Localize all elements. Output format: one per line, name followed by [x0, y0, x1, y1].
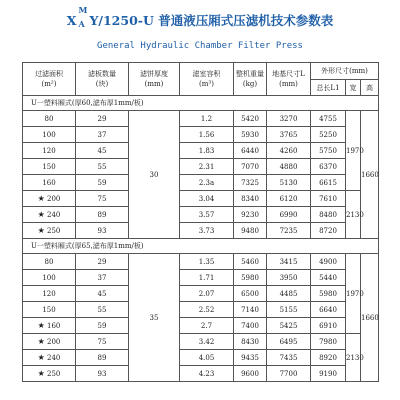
cell-length: 7610 — [311, 191, 346, 207]
cell-weight: 5420 — [234, 111, 267, 127]
table-row — [23, 366, 379, 382]
cell-volume: 1.35 — [180, 254, 234, 270]
star-icon: ★ — [37, 209, 45, 219]
cell-plates: 37 — [76, 270, 129, 286]
cell-height: 1660 — [361, 111, 379, 239]
cell-weight: 5930 — [234, 127, 267, 143]
area-value: 80 — [44, 114, 54, 123]
cell-length: 6370 — [311, 159, 346, 175]
section-header-row — [23, 96, 379, 111]
cell-length: 4900 — [311, 254, 346, 270]
cell-base: 3950 — [267, 270, 311, 286]
cell-base: 6495 — [267, 334, 311, 350]
cell-base: 7235 — [267, 223, 311, 239]
area-value: 240 — [47, 353, 61, 362]
cell-length: 6910 — [311, 318, 346, 334]
cell-weight: 5460 — [234, 254, 267, 270]
table-row — [23, 223, 379, 239]
header-plates: 滤板数量 (块) — [76, 63, 129, 96]
area-value: 160 — [47, 321, 61, 330]
cell-length: 6615 — [311, 175, 346, 191]
cell-length: 8480 — [311, 207, 346, 223]
cell-area — [23, 350, 76, 366]
cell-area — [23, 207, 76, 223]
cell-area — [23, 254, 76, 270]
title-sup: M — [78, 5, 88, 15]
cell-volume: 1.83 — [180, 143, 234, 159]
cell-base: 3765 — [267, 127, 311, 143]
cell-volume: 3.42 — [180, 334, 234, 350]
header-dims: 外形尺寸(mm) — [311, 63, 379, 80]
cell-area — [23, 318, 76, 334]
cell-base: 7435 — [267, 350, 311, 366]
header-weight: 整机重量 (kg) — [234, 63, 267, 96]
cell-base: 4485 — [267, 286, 311, 302]
area-value: 150 — [42, 162, 56, 171]
area-value: 100 — [42, 273, 56, 282]
cell-width: 1970 — [346, 111, 361, 191]
cell-area — [23, 286, 76, 302]
cell-weight: 6500 — [234, 286, 267, 302]
cell-weight: 8340 — [234, 191, 267, 207]
cell-length: 5250 — [311, 127, 346, 143]
cell-plates: 55 — [76, 302, 129, 318]
table-row — [23, 302, 379, 318]
table-row — [23, 143, 379, 159]
table-row — [23, 270, 379, 286]
cell-length: 9190 — [311, 366, 346, 382]
title-x: X — [66, 13, 77, 28]
cell-base: 5155 — [267, 302, 311, 318]
star-icon: ★ — [37, 368, 45, 378]
title-sub: A — [78, 19, 85, 29]
cell-weight: 9600 — [234, 366, 267, 382]
cell-area — [23, 223, 76, 239]
cell-length: 6640 — [311, 302, 346, 318]
cell-area — [23, 334, 76, 350]
page-subtitle: General Hydraulic Chamber Filter Press — [97, 41, 303, 51]
area-value: 160 — [42, 178, 56, 187]
cell-volume: 1.71 — [180, 270, 234, 286]
title-rest: Y/1250-U 普通液压厢式压滤机技术参数表 — [89, 13, 334, 28]
area-value: 200 — [47, 194, 61, 203]
title-stacked-letters — [76, 5, 89, 29]
table-row — [23, 111, 379, 127]
header-row-1 — [23, 63, 379, 80]
cell-height: 1660 — [361, 254, 379, 382]
table-row — [23, 334, 379, 350]
spec-table — [22, 62, 379, 382]
cell-area — [23, 270, 76, 286]
section-label: U一塑料厢式(厚65,滤布厚1mm/板) — [23, 239, 379, 254]
cell-plates: 55 — [76, 159, 129, 175]
cell-volume: 4.05 — [180, 350, 234, 366]
cell-plates: 89 — [76, 207, 129, 223]
cell-area — [23, 175, 76, 191]
cell-base: 5425 — [267, 318, 311, 334]
cell-length: 8720 — [311, 223, 346, 239]
area-value: 120 — [42, 289, 56, 298]
cell-area — [23, 302, 76, 318]
cell-weight: 9480 — [234, 223, 267, 239]
cell-base: 4880 — [267, 159, 311, 175]
cell-plates: 59 — [76, 318, 129, 334]
cell-weight: 5980 — [234, 270, 267, 286]
cell-volume: 2.07 — [180, 286, 234, 302]
cell-weight: 9435 — [234, 350, 267, 366]
header-length: 总长L1 — [311, 80, 346, 96]
cell-area — [23, 143, 76, 159]
area-value: 80 — [44, 257, 54, 266]
cell-area — [23, 127, 76, 143]
table-row — [23, 318, 379, 334]
cell-volume: 3.57 — [180, 207, 234, 223]
area-value: 100 — [42, 130, 56, 139]
cell-base: 3415 — [267, 254, 311, 270]
cell-weight: 7400 — [234, 318, 267, 334]
area-value: 120 — [42, 146, 56, 155]
cell-area — [23, 159, 76, 175]
cell-plates: 29 — [76, 254, 129, 270]
table-row — [23, 175, 379, 191]
header-cake: 滤饼厚度 (mm) — [129, 63, 180, 96]
cell-volume: 3.04 — [180, 191, 234, 207]
cell-weight: 7325 — [234, 175, 267, 191]
star-icon: ★ — [37, 225, 45, 235]
cell-volume: 2.3a — [180, 175, 234, 191]
cell-plates: 59 — [76, 175, 129, 191]
cell-base: 6120 — [267, 191, 311, 207]
table-row — [23, 350, 379, 366]
cell-plates: 93 — [76, 366, 129, 382]
cell-base: 5130 — [267, 175, 311, 191]
table-row — [23, 254, 379, 270]
area-value: 200 — [47, 337, 61, 346]
cell-area — [23, 366, 76, 382]
table-row — [23, 286, 379, 302]
star-icon: ★ — [37, 336, 45, 346]
cell-plates: 29 — [76, 111, 129, 127]
cell-width: 1970 — [346, 254, 361, 334]
cell-volume: 1.56 — [180, 127, 234, 143]
cell-volume: 3.73 — [180, 223, 234, 239]
cell-length: 7980 — [311, 334, 346, 350]
cell-base: 3270 — [267, 111, 311, 127]
header-volume: 滤室容积 (m³) — [180, 63, 234, 96]
header-width: 宽 — [346, 80, 361, 96]
cell-volume: 2.7 — [180, 318, 234, 334]
cell-volume: 2.31 — [180, 159, 234, 175]
cell-length: 8920 — [311, 350, 346, 366]
table-row — [23, 191, 379, 207]
star-icon: ★ — [37, 352, 45, 362]
cell-plates: 75 — [76, 191, 129, 207]
table-row — [23, 207, 379, 223]
table-row — [23, 159, 379, 175]
cell-width: 2130 — [346, 191, 361, 239]
cell-cake: 30 — [129, 111, 180, 239]
cell-volume: 2.52 — [180, 302, 234, 318]
cell-plates: 89 — [76, 350, 129, 366]
star-icon: ★ — [37, 193, 45, 203]
cell-cake: 35 — [129, 254, 180, 382]
page-title — [0, 5, 400, 29]
area-value: 240 — [47, 210, 61, 219]
cell-width: 2130 — [346, 334, 361, 382]
cell-weight: 7070 — [234, 159, 267, 175]
cell-area — [23, 111, 76, 127]
cell-base: 6990 — [267, 207, 311, 223]
cell-weight: 9230 — [234, 207, 267, 223]
cell-base: 7700 — [267, 366, 311, 382]
table-body — [23, 96, 379, 382]
cell-volume: 1.2 — [180, 111, 234, 127]
section-header-row — [23, 239, 379, 254]
cell-volume: 4.23 — [180, 366, 234, 382]
cell-weight: 6440 — [234, 143, 267, 159]
area-value: 250 — [47, 226, 61, 235]
area-value: 150 — [42, 305, 56, 314]
area-value: 250 — [47, 369, 61, 378]
cell-base: 4260 — [267, 143, 311, 159]
cell-area — [23, 191, 76, 207]
cell-weight: 7140 — [234, 302, 267, 318]
cell-weight: 8430 — [234, 334, 267, 350]
cell-length: 5440 — [311, 270, 346, 286]
cell-plates: 93 — [76, 223, 129, 239]
cell-plates: 45 — [76, 286, 129, 302]
cell-plates: 75 — [76, 334, 129, 350]
header-height: 高 — [361, 80, 379, 96]
cell-length: 5750 — [311, 143, 346, 159]
cell-length: 4755 — [311, 111, 346, 127]
header-area: 过滤面积 (m²) — [23, 63, 76, 96]
header-base: 地基尺寸L (mm) — [267, 63, 311, 96]
section-label: U一塑料厢式(厚60,滤布厚1mm/板) — [23, 96, 379, 111]
cell-length: 5980 — [311, 286, 346, 302]
table-row — [23, 127, 379, 143]
cell-plates: 45 — [76, 143, 129, 159]
star-icon: ★ — [37, 320, 45, 330]
cell-plates: 37 — [76, 127, 129, 143]
